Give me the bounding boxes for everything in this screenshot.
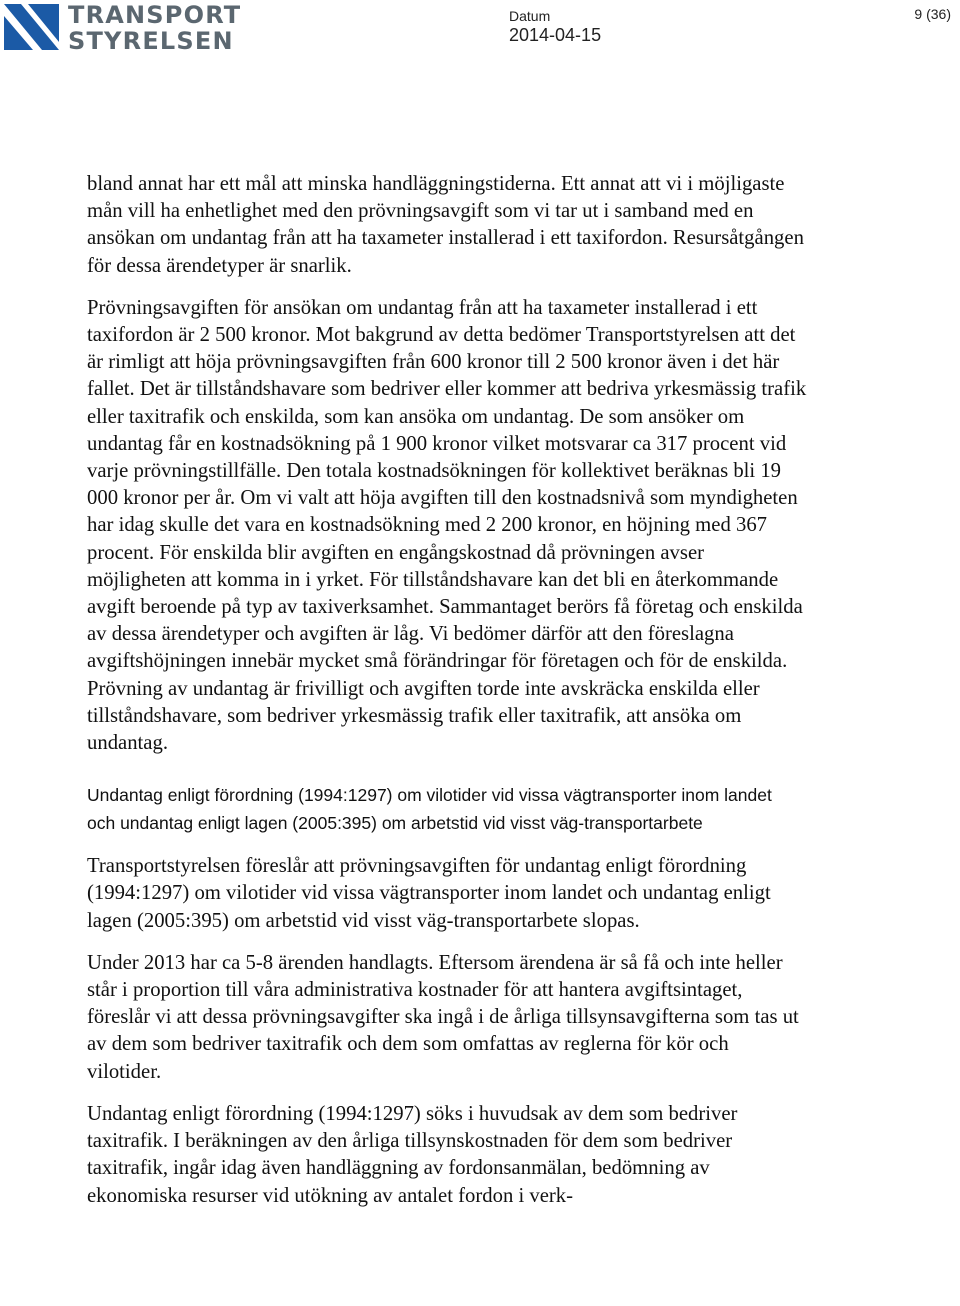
logo-text-line1: TRANSPORT — [68, 1, 242, 29]
transportstyrelsen-logo — [4, 1, 242, 55]
date-value: 2014-04-15 — [509, 25, 602, 45]
document-body — [87, 171, 807, 1210]
section-heading: Undantag enligt förordning (1994:1297) om vilotider vid vissa vägtransporter inom landet och undantag enligt lagen (2005:395) om arbetstid vid visst väg-transportarbete — [87, 785, 772, 834]
date-label: Datum — [509, 8, 551, 24]
paragraph-3: Transportstyrelsen föreslår att prövningsavgiften för undantag enligt förordning (1994:1297) om vilotider vid vissa vägtransporter inom landet och undantag enligt lagen (2005:395) om arbetstid vid visst väg-transportarbete slopas. — [87, 855, 771, 932]
paragraph-2: Prövningsavgiften för ansökan om undantag från att ha taxameter installerad i ett taxifordon är 2 500 kronor. Mot bakgrund av detta bedömer Transportstyrelsen att det är rimligt att höja prövningsavgiften från 600 kronor till 2 500 kronor även i det här fallet. Det är tillståndshavare som bedriver eller kommer att bedriva yrkesmässig trafik eller taxitrafik och enskilda, som kan ansöka om undantag. De som ansöker om undantag får en kostnadsökning på 1 900 kronor vilket motsvarar ca 317 procent vid varje prövningstillfälle. Den totala kostnadsökningen för kollektivet beräknas bli 19 000 kronor per år. Om vi valt att höja avgiften till den kostnadsnivå som myndigheten har idag skulle det vara en kostnadsökning med 2 200 kronor, en höjning med 367 procent. För enskilda blir avgiften en engångskostnad då prövningen avser möjligheten att komma in i yrket. För tillståndshavare kan det bli en återkommande avgift beroende på typ av taxiverksamhet. Sammantaget berörs få företag och enskilda av dessa ärendetyper och avgiften är låg. Vi bedömer därför att den föreslagna avgiftshöjningen innebär mycket små förändringar för företagen och för de enskilda. Prövning av undantag är frivilligt och avgiften torde inte avskräcka enskilda eller tillståndshavare, som bedriver yrkesmässig trafik eller taxitrafik, att ansöka om undantag. — [87, 296, 807, 755]
logo-text-line2: STYRELSEN — [68, 27, 234, 55]
page-header — [0, 0, 960, 70]
page-number: 9 (36) — [914, 6, 951, 22]
paragraph-5: Undantag enligt förordning (1994:1297) söks i huvudsak av dem som bedriver taxitrafik. I beräkningen av den årliga tillsynskostnaden för dem som bedriver taxitrafik, ingår idag även handläggning av fordonsanmälan, bedömning av ekonomiska resurser vid utökning av antalet fordon i verk- — [87, 1102, 738, 1207]
logo-mark-icon — [4, 2, 60, 52]
paragraph-4: Under 2013 har ca 5-8 ärenden handlagts. Eftersom ärendena är så få och inte heller står i proportion till våra administrativa kostnader för att hantera avgiftsintaget, föreslår vi att dessa prövningsavgifter ska ingå i de årliga tillsynsavgifterna som tas ut av dem som bedriver taxitrafik och dem som omfattas av reglerna för kör och vilotider. — [87, 951, 799, 1083]
paragraph-1: bland annat har ett mål att minska handläggningstiderna. Ett annat att vi i möjligaste mån vill ha enhetlighet med den prövningsavgift som vi tar ut i samband med en ansökan om undantag från att ha taxameter installerad i ett taxifordon. Resursåtgången för dessa ärendetyper är snarlik. — [87, 173, 804, 277]
